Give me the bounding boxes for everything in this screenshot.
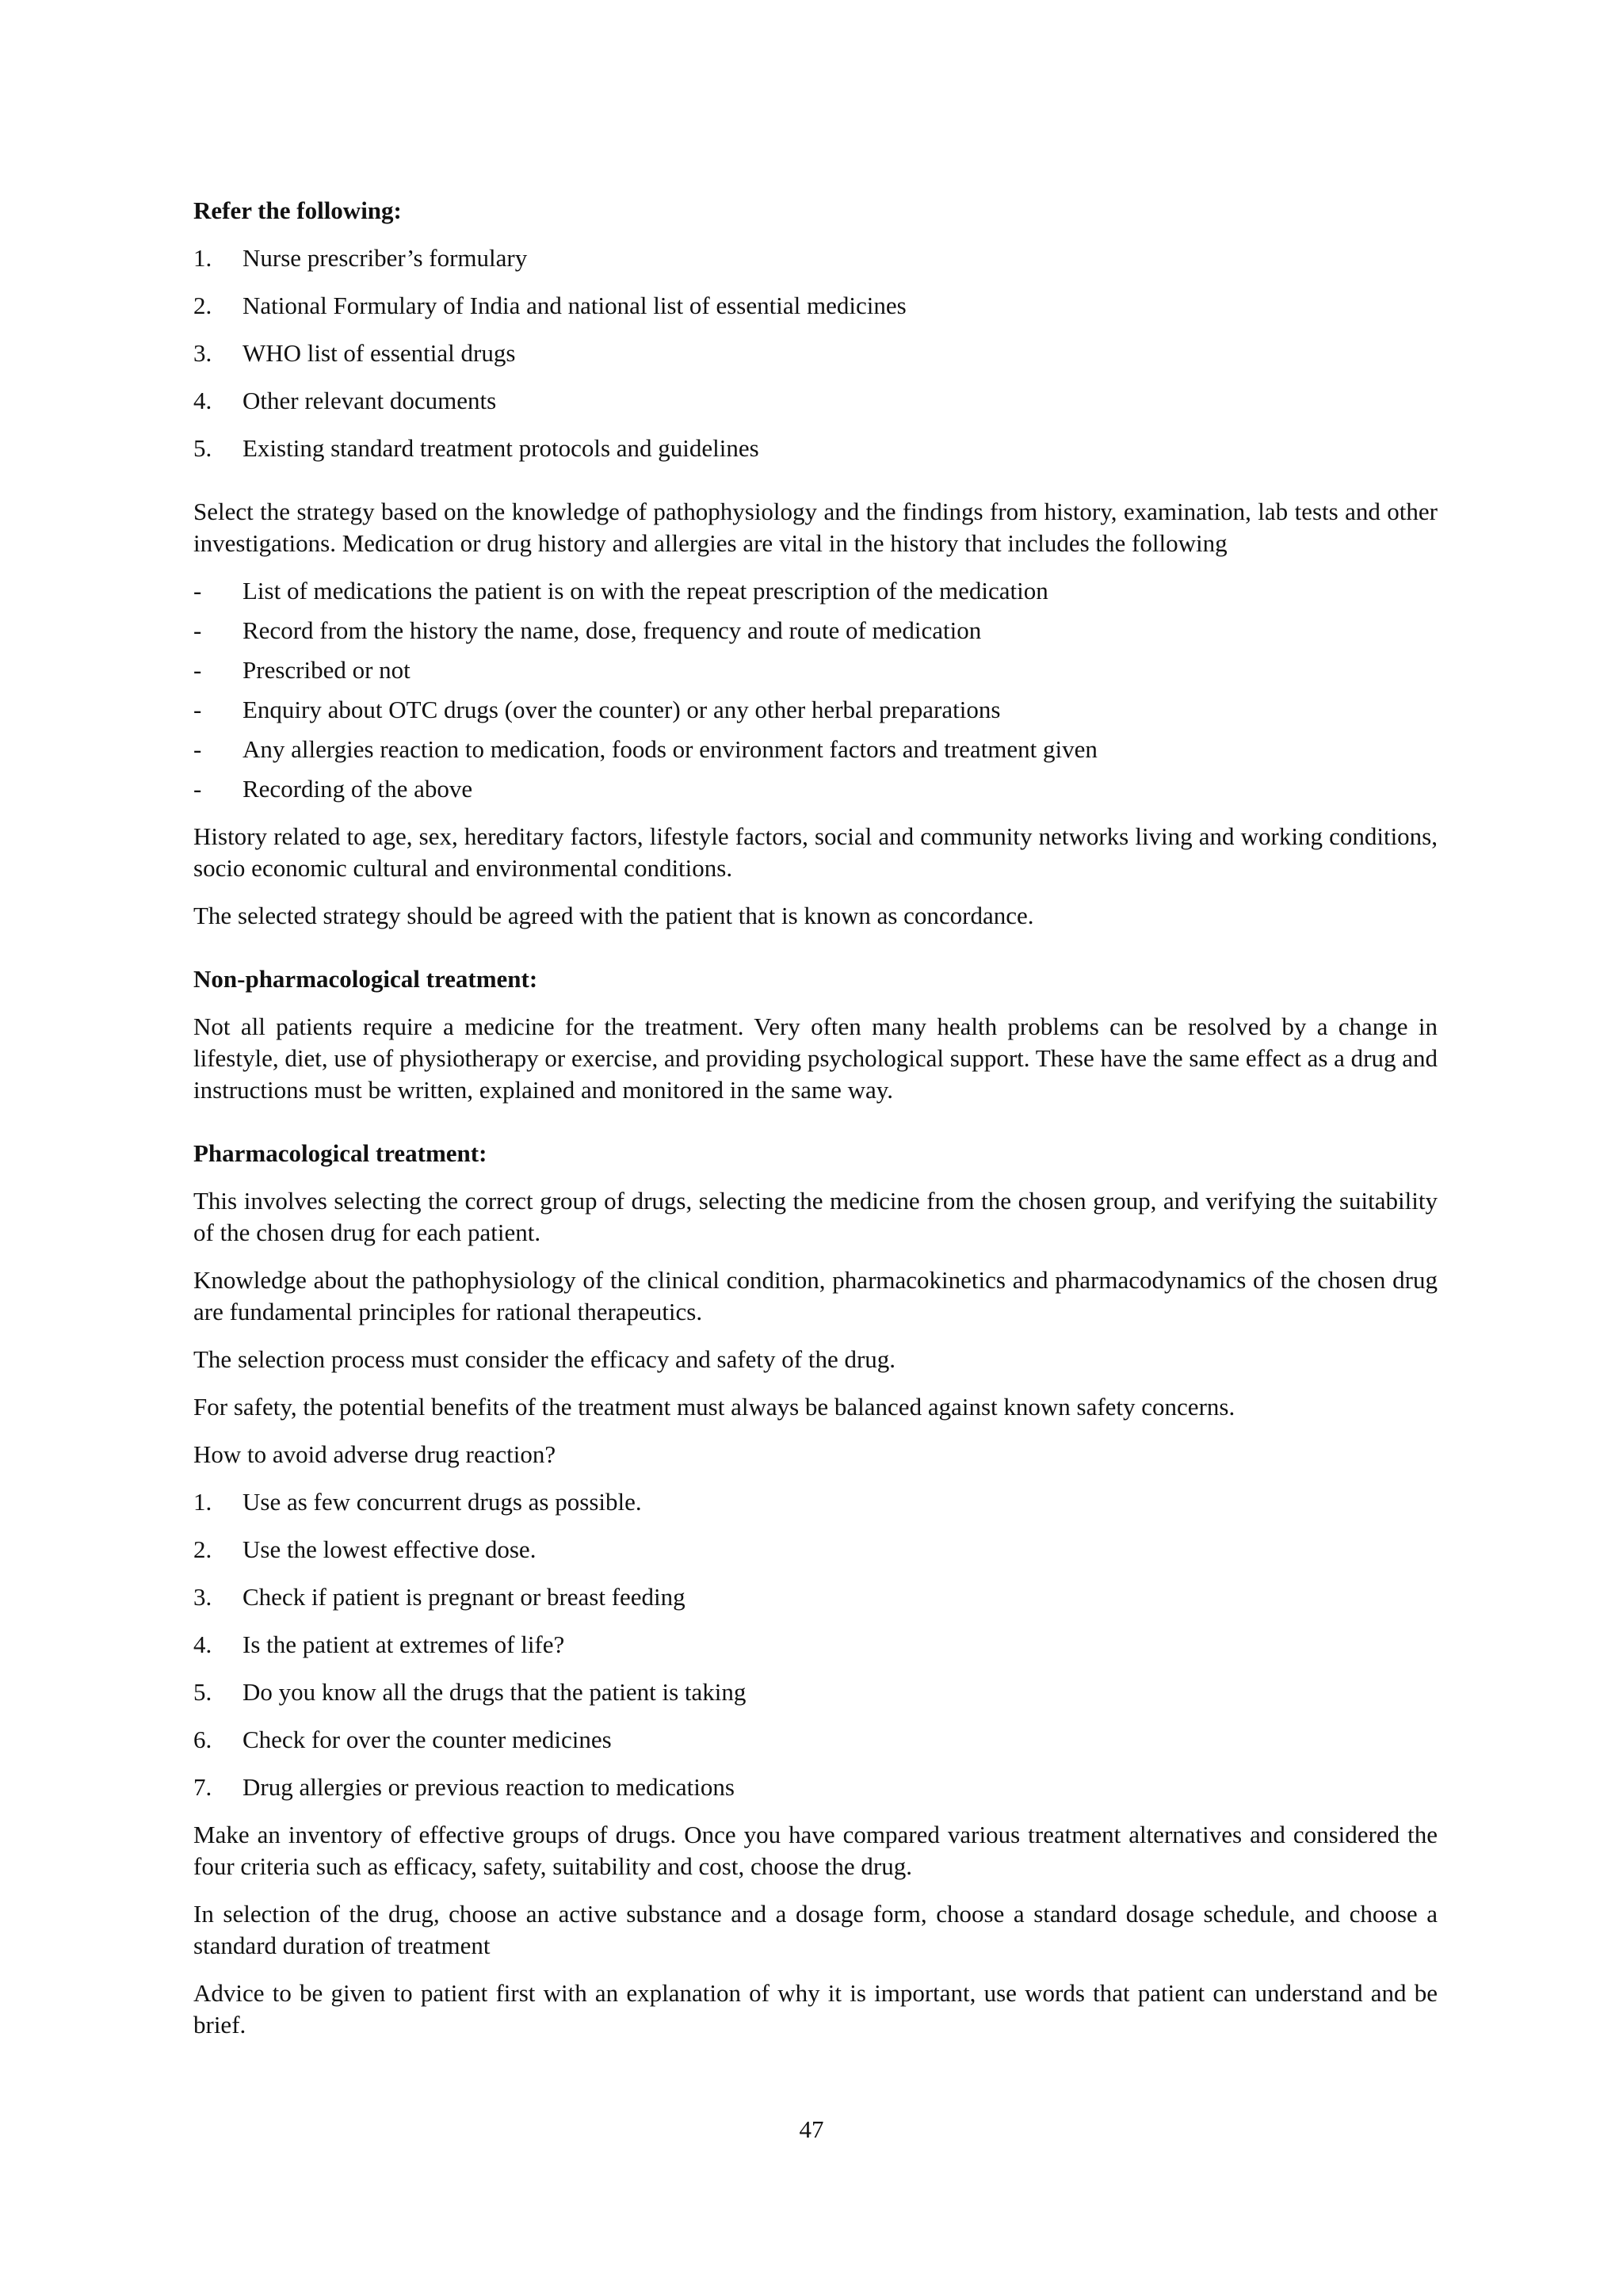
- list-item: 1. Use as few concurrent drugs as possible.: [193, 1488, 642, 1516]
- selection-paragraph: In selection of the drug, choose an active substance and a dosage form, choose a standard dosage schedule, and choose a standard duration of treatment: [193, 1900, 1438, 1959]
- list-item: 3. Check if patient is pregnant or breast feeding: [193, 1583, 685, 1611]
- concordance-paragraph: The selected strategy should be agreed with the patient that is known as concordance.: [193, 902, 1034, 929]
- list-item: 4. Is the patient at extremes of life?: [193, 1630, 565, 1658]
- adr-list: [193, 1486, 1438, 1803]
- refer-heading: Refer the following:: [193, 196, 402, 224]
- pharma-paragraph-2: Knowledge about the pathophysiology of the clinical condition, pharmacokinetics and pharmacodynamics of the chosen drug are fundamental principles for rational therapeutics.: [193, 1266, 1438, 1325]
- page-number: 47: [799, 2115, 824, 2143]
- list-item: 1. Nurse prescriber’s formulary: [193, 244, 528, 272]
- list-item: 2. National Formulary of India and national list of essential medicines: [193, 292, 907, 319]
- list-item: 2. Use the lowest effective dose.: [193, 1535, 537, 1563]
- pharma-paragraph-1: This involves selecting the correct group of drugs, selecting the medicine from the chosen group, and verifying the suitability of the chosen drug for each patient.: [193, 1187, 1438, 1246]
- list-item: 5. Do you know all the drugs that the patient is taking: [193, 1678, 747, 1706]
- list-item: - Record from the history the name, dose, frequency and route of medication: [193, 616, 982, 644]
- non-pharma-paragraph: Not all patients require a medicine for the treatment. Very often many health problems can be resolved by a change in lifestyle, diet, use of physiotherapy or exercise, and providing psychological support. These have the same effect as a drug and instructions must be written, explained and monitored in the same way.: [193, 1013, 1438, 1104]
- history-list: [193, 575, 1438, 805]
- list-item: 3. WHO list of essential drugs: [193, 339, 516, 367]
- advice-paragraph: Advice to be given to patient first with an explanation of why it is important, use words that patient can understand and be brief.: [193, 1979, 1438, 2039]
- list-item: 6. Check for over the counter medicines: [193, 1726, 612, 1753]
- list-item: - List of medications the patient is on with the repeat prescription of the medication: [193, 577, 1048, 605]
- document-page: [193, 195, 1438, 2057]
- list-item: - Prescribed or not: [193, 656, 411, 684]
- history-paragraph: History related to age, sex, hereditary factors, lifestyle factors, social and community networks living and working conditions, socio economic cultural and environmental conditions.: [193, 822, 1438, 882]
- list-item: 7. Drug allergies or previous reaction to medications: [193, 1773, 735, 1801]
- adr-question: How to avoid adverse drug reaction?: [193, 1440, 556, 1468]
- refer-list: [193, 242, 1438, 464]
- pharma-paragraph-3: The selection process must consider the efficacy and safety of the drug.: [193, 1345, 896, 1373]
- list-item: 5. Existing standard treatment protocols and guidelines: [193, 434, 759, 462]
- list-item: - Recording of the above: [193, 775, 473, 803]
- strategy-paragraph: Select the strategy based on the knowledge of pathophysiology and the findings from history, examination, lab tests and other investigations. Medication or drug history and allergies are vital in the history that includes the following: [193, 498, 1438, 557]
- pharma-paragraph-4: For safety, the potential benefits of the treatment must always be balanced against known safety concerns.: [193, 1393, 1235, 1421]
- non-pharma-heading: Non-pharmacological treatment:: [193, 965, 538, 993]
- pharma-heading: Pharmacological treatment:: [193, 1139, 487, 1167]
- list-item: - Any allergies reaction to medication, foods or environment factors and treatment given: [193, 735, 1098, 763]
- list-item: - Enquiry about OTC drugs (over the counter) or any other herbal preparations: [193, 696, 1001, 723]
- list-item: 4. Other relevant documents: [193, 387, 497, 414]
- inventory-paragraph: Make an inventory of effective groups of drugs. Once you have compared various treatment alternatives and considered the four criteria such as efficacy, safety, suitability and cost, choose the drug.: [193, 1821, 1438, 1880]
